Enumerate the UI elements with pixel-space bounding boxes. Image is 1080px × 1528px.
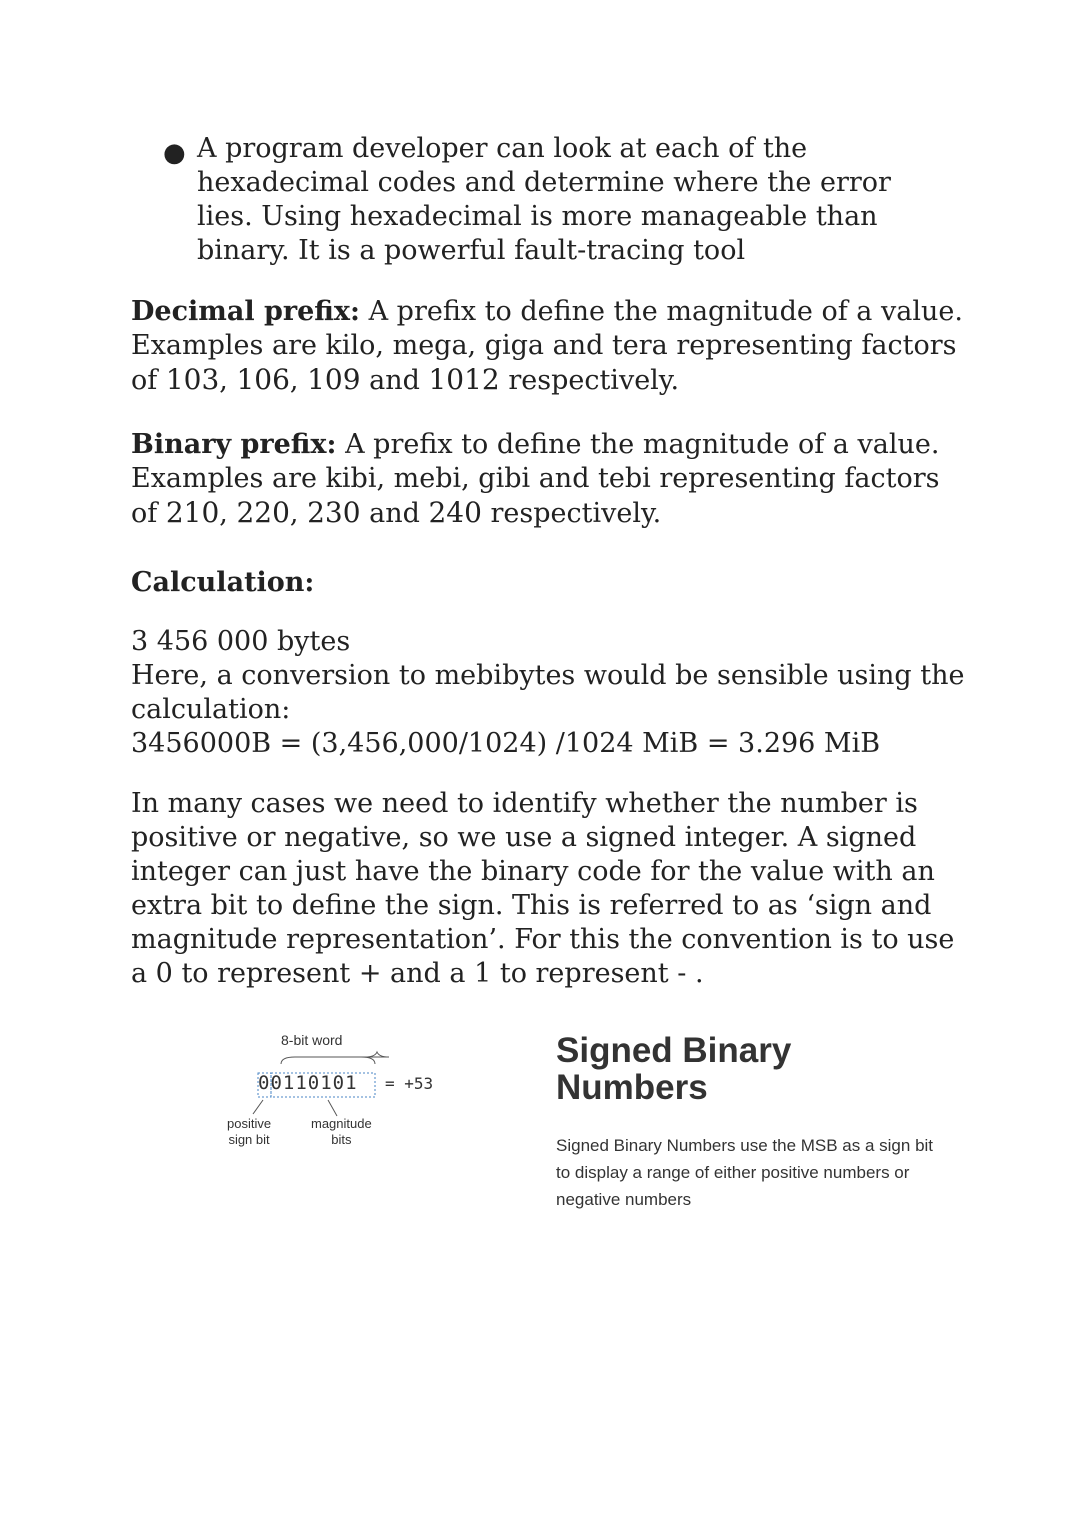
calculation-line-1: 3 456 000 bytes bbox=[131, 626, 351, 657]
bullet-text: A program developer can look at each of the hexadecimal codes and determine where the error lies. Using hexadecimal is more manageable than binary. It is a powerful fault-tracing tool bbox=[197, 133, 891, 266]
magnitude-arrow bbox=[328, 1100, 337, 1116]
signed-binary-title-line-2: Numbers bbox=[556, 1068, 708, 1107]
calculation-paragraph bbox=[131, 625, 971, 761]
binary-sep-3: and bbox=[360, 498, 429, 529]
binary-prefix-label: Binary prefix: bbox=[131, 429, 337, 460]
signed-binary-figure bbox=[225, 1032, 465, 1162]
calculation-line-3: 3456000B = (3,456,000/1024) /1024 MiB = 3.296 MiB bbox=[131, 728, 881, 759]
decimal-power-2: 106 bbox=[236, 363, 290, 396]
sign-arrow bbox=[253, 1100, 263, 1114]
word-bracket bbox=[281, 1052, 389, 1064]
decimal-power-4: 1012 bbox=[428, 363, 500, 396]
decimal-prefix-paragraph bbox=[131, 295, 971, 398]
signed-integer-paragraph: In many cases we need to identify whether the number is positive or negative, so we use a signed integer. A signed integer can just have the binary code for the value with an extra bit to define the sign. This is referred to as ‘sign and magnitude representation’. For this the convention is to use a 0 to represent + and a 1 to represent - . bbox=[131, 788, 955, 989]
signed-binary-title-line-1: Signed Binary bbox=[556, 1031, 792, 1070]
decimal-prefix-label: Decimal prefix: bbox=[131, 296, 360, 327]
binary-power-2: 220 bbox=[236, 496, 290, 529]
calculation-heading: Calculation: bbox=[131, 567, 315, 598]
binary-prefix-text: A prefix to define the magnitude of a value. Examples are kibi, mebi, gibi and tebi representing factors of bbox=[131, 429, 940, 529]
positive-sign-bit-label bbox=[227, 1116, 271, 1148]
bullet-item bbox=[163, 132, 943, 268]
signed-binary-description: Signed Binary Numbers use the MSB as a sign bit to display a range of either positive numbers or negative numbers bbox=[556, 1136, 934, 1209]
bullet-icon: ● bbox=[163, 138, 186, 168]
decimal-prefix-end: respectively. bbox=[499, 365, 680, 396]
binary-sep-1: , bbox=[219, 498, 237, 529]
equals-value: = +53 bbox=[385, 1074, 434, 1093]
binary-sep-2: , bbox=[289, 498, 308, 529]
positive-label-line-1: positive bbox=[227, 1116, 272, 1131]
magnitude-label-line-1: magnitude bbox=[311, 1116, 372, 1131]
binary-power-3: 230 bbox=[307, 496, 361, 529]
signed-binary-title bbox=[556, 1032, 791, 1106]
decimal-prefix-text: A prefix to define the magnitude of a value. Examples are kilo, mega, giga and tera representing factors of bbox=[131, 296, 963, 396]
binary-power-4: 240 bbox=[428, 496, 482, 529]
decimal-power-3: 109 bbox=[307, 363, 361, 396]
binary-bits: 00110101 bbox=[258, 1072, 358, 1094]
calculation-line-2: Here, a conversion to mebibytes would be sensible using the calculation: bbox=[131, 660, 965, 725]
binary-prefix-paragraph bbox=[131, 428, 971, 531]
magnitude-label-line-2: bits bbox=[331, 1132, 352, 1147]
binary-prefix-end: respectively. bbox=[481, 498, 662, 529]
decimal-power-1: 103 bbox=[165, 363, 220, 396]
decimal-sep-2: , bbox=[289, 365, 308, 396]
word-label: 8-bit word bbox=[281, 1032, 343, 1048]
magnitude-bits-label bbox=[311, 1116, 372, 1148]
positive-label-line-2: sign bit bbox=[228, 1132, 270, 1147]
binary-power-1: 210 bbox=[165, 496, 220, 529]
decimal-sep-1: , bbox=[219, 365, 237, 396]
decimal-sep-3: and bbox=[360, 365, 429, 396]
